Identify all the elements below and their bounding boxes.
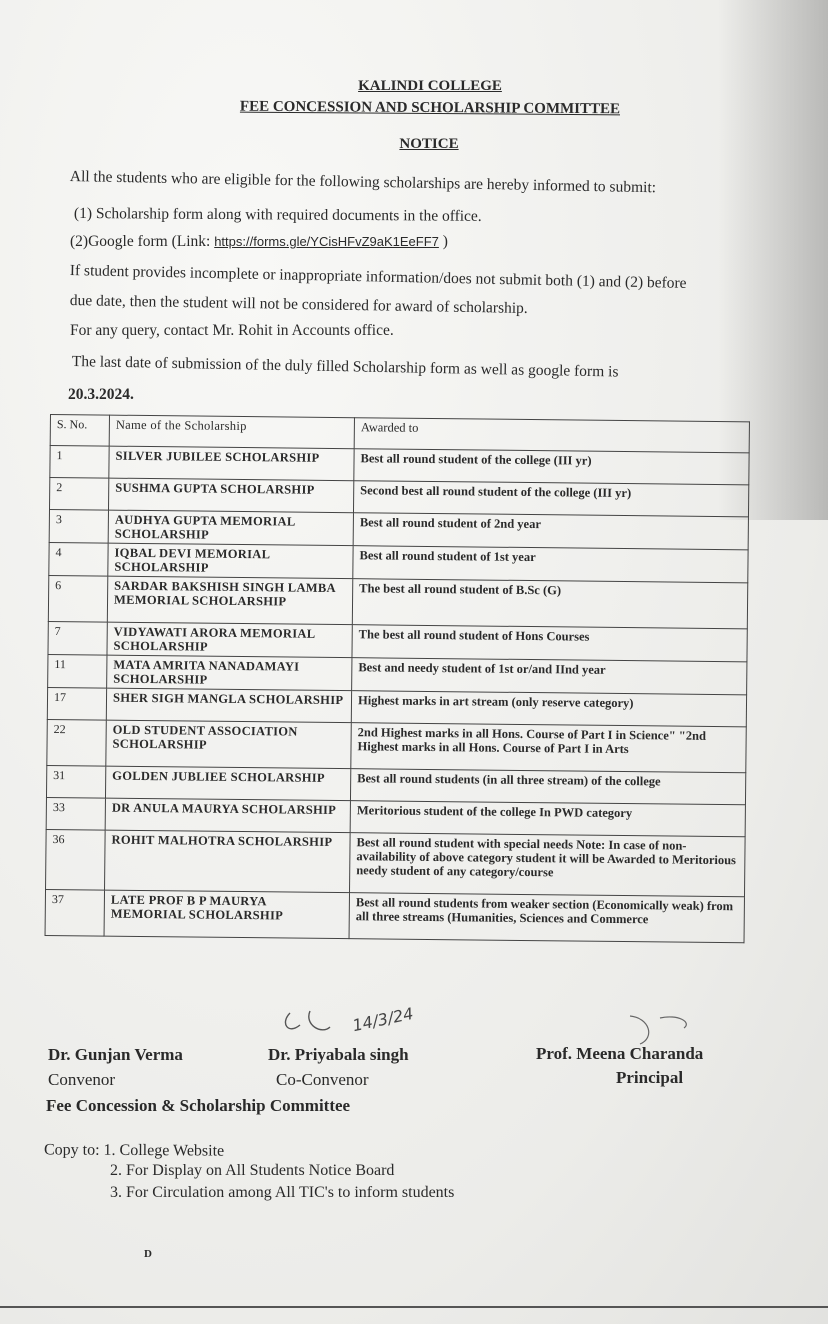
serial-number-cell: 17 — [47, 687, 106, 720]
handwritten-date: 14/3/24 — [350, 1003, 415, 1036]
serial-number-cell: 3 — [49, 510, 108, 544]
serial-number-cell: 22 — [47, 719, 106, 766]
coconvenor-name: Dr. Priyabala singh — [268, 1045, 409, 1064]
principal-title: Principal — [616, 1068, 684, 1087]
awarded-to-cell: The best all round student of Hons Courses — [352, 625, 747, 662]
requirement-2-prefix: (2)Google form (Link: — [70, 233, 215, 250]
awarded-to-cell: Highest marks in art stream (only reserve category) — [351, 691, 746, 727]
table-row — [47, 719, 746, 772]
bottom-edge-line — [0, 1306, 828, 1308]
requirement-1: (1) Scholarship form along with required documents in the office. — [73, 205, 482, 225]
scholarship-name-cell: IQBAL DEVI MEMORIAL SCHOLARSHIP — [108, 543, 353, 579]
scholarship-name-cell: LATE PROF B P MAURYA MEMORIAL SCHOLARSHIP — [104, 890, 349, 939]
convenor-name: Dr. Gunjan Verma — [48, 1045, 183, 1064]
query-text: For any query, contact Mr. Rohit in Accounts office. — [70, 322, 394, 339]
awarded-to-cell: Meritorious student of the college In PWD category — [350, 801, 745, 837]
serial-number-cell: 6 — [48, 575, 107, 622]
scholarship-table — [45, 414, 750, 943]
awarded-to-cell: Best and needy student of 1st or/and IInd year — [352, 658, 747, 695]
committee-line: Fee Concession & Scholarship Committee — [46, 1096, 351, 1115]
scholarship-name-cell: AUDHYA GUPTA MEMORIAL SCHOLARSHIP — [108, 510, 353, 546]
serial-number-cell: 36 — [46, 829, 106, 890]
scholarship-name-cell: OLD STUDENT ASSOCIATION SCHOLARSHIP — [106, 720, 351, 769]
awarded-to-cell: Best all round student of 1st year — [353, 546, 748, 583]
serial-number-cell: 31 — [46, 765, 105, 798]
scholarship-name-cell: SILVER JUBILEE SCHOLARSHIP — [109, 446, 354, 481]
scholarship-name-cell: SARDAR BAKSHISH SINGH LAMBA MEMORIAL SCHOLARSHIP — [107, 576, 352, 625]
committee-title: FEE CONCESSION AND SCHOLARSHIP COMMITTEE — [239, 98, 621, 118]
serial-number-cell: 33 — [46, 797, 105, 830]
header-name: Name of the Scholarship — [109, 415, 354, 449]
scholarship-name-cell: VIDYAWATI ARORA MEMORIAL SCHOLARSHIP — [107, 622, 352, 658]
scholarship-name-cell: ROHIT MALHOTRA SCHOLARSHIP — [105, 830, 351, 893]
serial-number-cell: 37 — [45, 889, 104, 936]
awarded-to-cell: Second best all round student of the college (III yr) — [353, 481, 748, 517]
table-row — [48, 575, 747, 628]
college-title: KALINDI COLLEGE — [358, 78, 502, 94]
footer-mark: D — [144, 1248, 152, 1260]
awarded-to-cell: Best all round students from weaker section (Economically weak) from all three streams (Humanities, Sciences and Commerce — [349, 893, 744, 943]
serial-number-cell: 1 — [50, 446, 109, 479]
copy-to-item-1: Copy to: 1. College Website — [43, 1141, 225, 1160]
awarded-to-cell: The best all round student of B.Sc (G) — [352, 579, 747, 629]
awarded-to-cell: Best all round students (in all three stream) of the college — [350, 769, 745, 805]
header-sno: S. No. — [50, 415, 109, 447]
serial-number-cell: 2 — [49, 478, 108, 511]
table-row — [46, 829, 746, 896]
copy-to-item-3: 3. For Circulation among All TIC's to inform students — [110, 1184, 455, 1201]
awarded-to-cell: Best all round student of 2nd year — [353, 513, 748, 550]
last-date-line-2: 20.3.2024. — [68, 386, 134, 403]
scholarship-name-cell: SHER SIGH MANGLA SCHOLARSHIP — [106, 688, 351, 723]
serial-number-cell: 11 — [48, 654, 107, 688]
awarded-to-cell: 2nd Highest marks in all Hons. Course of Part I in Science" "2nd Highest marks in all Hons. Course of Part I in Arts — [351, 723, 746, 773]
table-row — [45, 889, 744, 942]
scholarship-name-cell: SUSHMA GUPTA SCHOLARSHIP — [108, 478, 353, 513]
last-date-line-1: The last date of submission of the duly filled Scholarship form as well as google form is — [71, 353, 619, 381]
principal-initials-mark — [600, 1008, 710, 1048]
copy-to-item-2: 2. For Display on All Students Notice Board — [110, 1162, 395, 1179]
google-form-link[interactable]: https://forms.gle/YCisHFvZ9aK1EeFF7 — [214, 234, 439, 249]
scholarship-name-cell: DR ANULA MAURYA SCHOLARSHIP — [105, 798, 350, 833]
awarded-to-cell: Best all round student of the college (III yr) — [354, 449, 749, 485]
scholarship-name-cell: MATA AMRITA NANADAMAYI SCHOLARSHIP — [107, 655, 352, 691]
principal-name: Prof. Meena Charanda — [536, 1044, 704, 1063]
warning-line-1: If student provides incomplete or inappropriate information/does not submit both (1) and (2) before — [69, 262, 687, 292]
awarded-to-cell: Best all round student with special needs Note: In case of non-availability of above category student it will be Awarded to Meritorious needy student of any category/course — [350, 833, 746, 897]
serial-number-cell: 7 — [48, 621, 107, 655]
coconvenor-title: Co-Convenor — [276, 1070, 369, 1089]
notice-heading: NOTICE — [399, 136, 459, 152]
requirement-2 — [70, 233, 448, 251]
requirement-2-suffix: ) — [438, 233, 448, 250]
scholarship-name-cell: GOLDEN JUBLIEE SCHOLARSHIP — [105, 766, 350, 801]
warning-line-2: due date, then the student will not be considered for award of scholarship. — [69, 292, 528, 317]
serial-number-cell: 4 — [49, 542, 108, 576]
convenor-title: Convenor — [48, 1070, 116, 1089]
intro-text: All the students who are eligible for the following scholarships are hereby informed to submit: — [69, 168, 657, 197]
header-awarded: Awarded to — [354, 418, 749, 453]
